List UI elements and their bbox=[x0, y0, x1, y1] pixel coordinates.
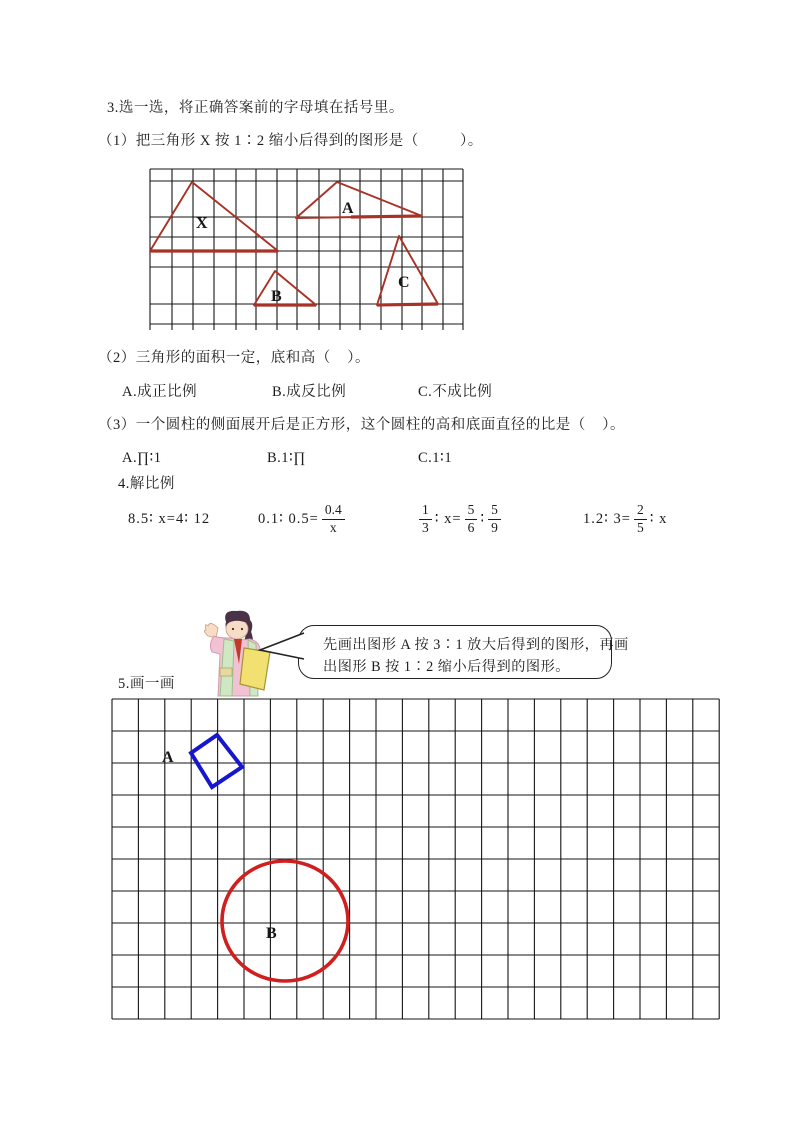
q4-equation-3 bbox=[416, 497, 504, 541]
eq1-text: 8.5∶ x=4∶ 12 bbox=[128, 510, 211, 527]
eq3-fraction-3 bbox=[488, 502, 501, 535]
eq3-f1-num: 1 bbox=[419, 502, 432, 519]
eq2-prefix: 0.1∶ 0.5= bbox=[258, 510, 319, 527]
eq4-prefix: 1.2∶ 3= bbox=[583, 510, 631, 527]
eq3-f3-num: 5 bbox=[488, 502, 501, 519]
eq3-separator: ∶ bbox=[480, 510, 486, 527]
raised-hand-icon bbox=[204, 623, 218, 638]
eq2-fraction bbox=[322, 502, 345, 535]
eq2-fraction-numerator: 0.4 bbox=[322, 502, 345, 519]
q4-equation-1 bbox=[128, 497, 210, 541]
speech-bubble bbox=[298, 625, 629, 679]
svg-text:B: B bbox=[271, 288, 282, 305]
q3-part3: （3）一个圆柱的侧面展开后是正方形，这个圆柱的高和底面直径的比是（ ）。 bbox=[98, 417, 625, 433]
eq3-f2-den: 6 bbox=[467, 519, 475, 535]
pocket-icon bbox=[220, 668, 232, 676]
eq3-fraction-2 bbox=[465, 502, 478, 535]
q4-equation-4 bbox=[583, 497, 667, 541]
q3-title: 3.选一选，将正确答案前的字母填在括号里。 bbox=[107, 100, 404, 116]
eq3-f1-den: 3 bbox=[422, 519, 429, 535]
q3-part3-option-b: B.1∶∏ bbox=[267, 450, 306, 466]
eye-icon bbox=[232, 628, 234, 630]
eq4-fraction-numerator: 2 bbox=[634, 502, 647, 519]
svg-text:X: X bbox=[196, 215, 208, 232]
q4-equation-2 bbox=[258, 497, 348, 541]
q3-part1: （1）把三角形 X 按 1∶2 缩小后得到的图形是（ ）。 bbox=[98, 133, 483, 149]
eye-icon bbox=[241, 628, 243, 630]
q5-title: 5.画一画 bbox=[118, 676, 175, 692]
eq3-fraction-1 bbox=[419, 502, 432, 535]
q4-title: 4.解比例 bbox=[118, 476, 175, 492]
q3-part2-option-c: C.不成比例 bbox=[418, 384, 493, 400]
svg-text:C: C bbox=[398, 274, 410, 291]
svg-text:A: A bbox=[162, 749, 174, 766]
q3-part2-option-a: A.成正比例 bbox=[122, 384, 198, 400]
eq3-f3-den: 9 bbox=[491, 519, 498, 535]
q3-part2: （2）三角形的面积一定，底和高（ ）。 bbox=[98, 350, 370, 366]
q3-part3-option-c: C.1∶1 bbox=[418, 450, 453, 466]
eq4-suffix: ∶ x bbox=[649, 510, 668, 527]
q3-part3-option-a: A.∏∶1 bbox=[122, 450, 162, 466]
q3-part2-option-b: B.成反比例 bbox=[272, 384, 347, 400]
speech-bubble-line1: 先画出图形 A 按 3∶1 放大后得到的图形，再画 bbox=[323, 637, 629, 653]
eq4-fraction-denominator: 5 bbox=[636, 519, 644, 535]
svg-text:A: A bbox=[342, 200, 354, 217]
svg-text:B: B bbox=[266, 925, 277, 942]
eq4-fraction bbox=[634, 502, 647, 535]
speech-bubble-line2: 出图形 B 按 1∶2 缩小后得到的图形。 bbox=[323, 659, 570, 675]
eq3-f2-num: 5 bbox=[465, 502, 478, 519]
speech-bubble-tail-icon bbox=[256, 630, 306, 664]
eq2-fraction-denominator: x bbox=[329, 519, 337, 535]
eq3-middle: ∶ x= bbox=[434, 510, 462, 527]
